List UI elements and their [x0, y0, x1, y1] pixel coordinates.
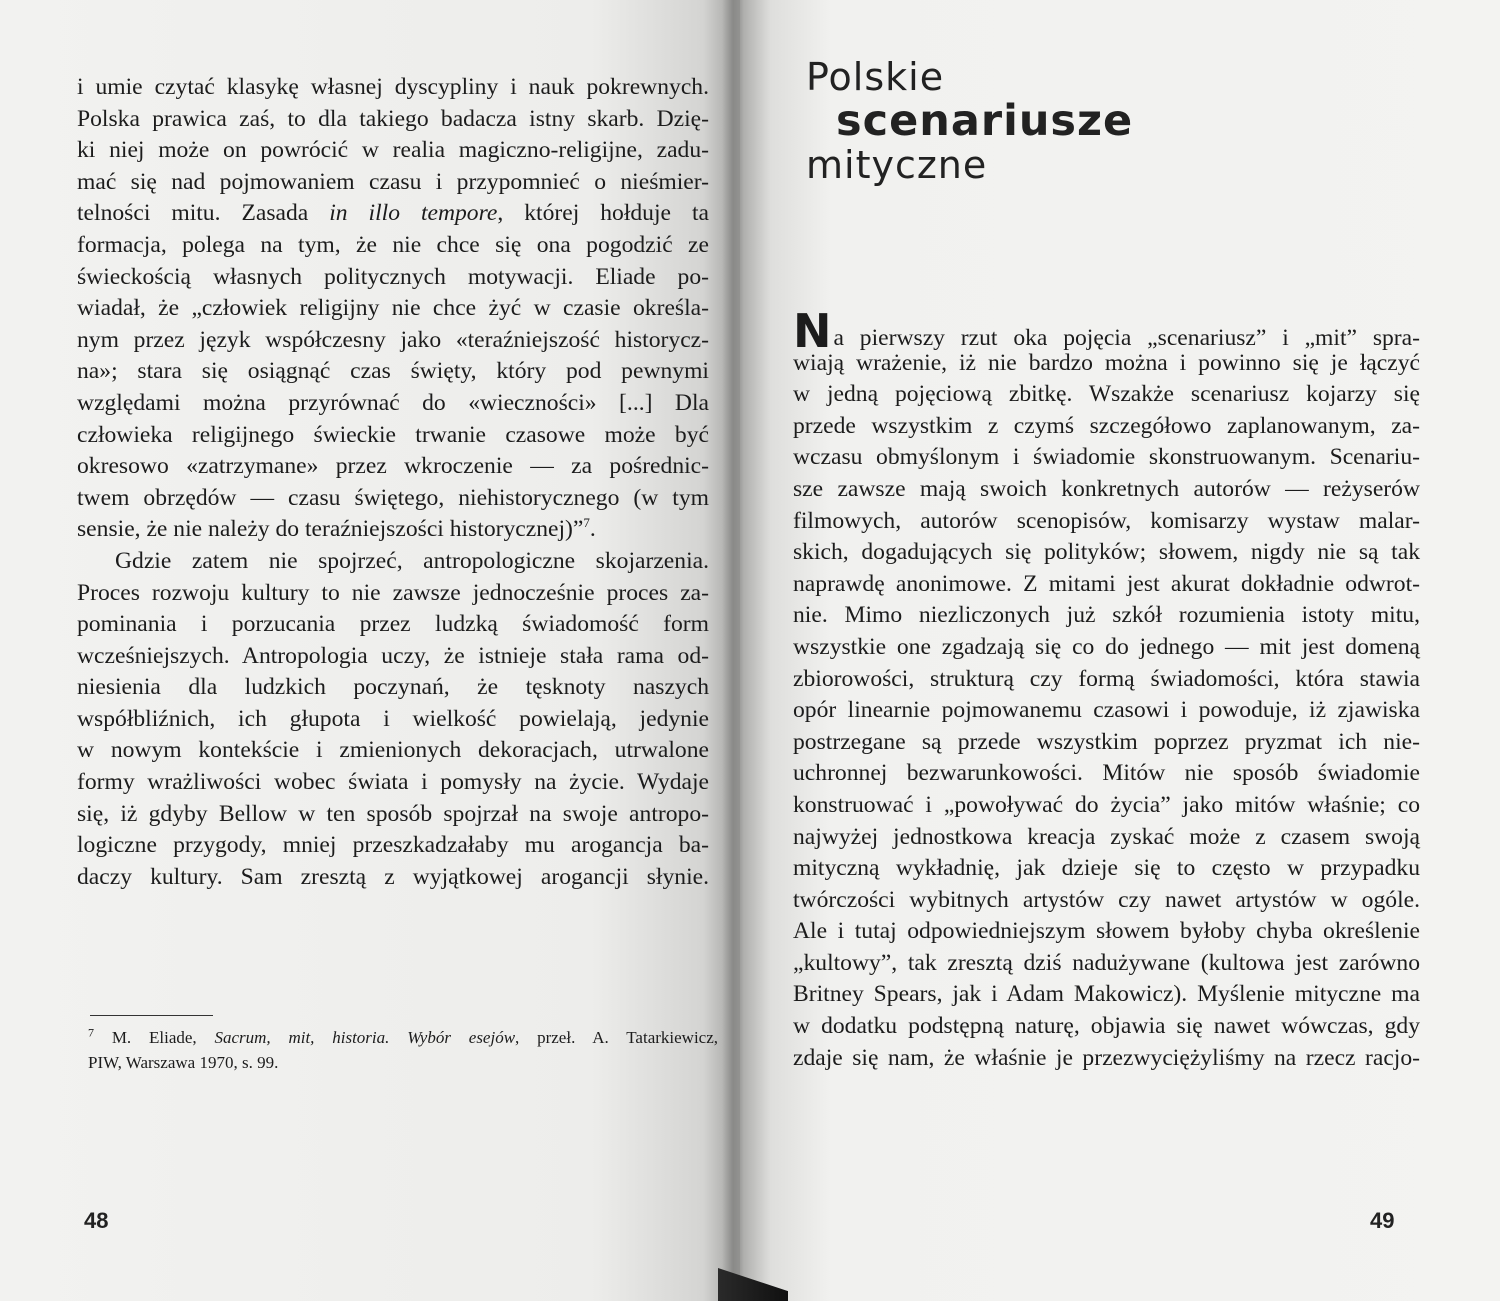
text-line: współbliźnich, ich głupota i wielkość powielają, jedynie	[77, 705, 709, 732]
text-line: Britney Spears, jak i Adam Makowicz). Myślenie mityczne ma	[793, 981, 1420, 1008]
text-line: wiają wrażenie, iż nie bardzo można i powinno się je łączyć	[793, 349, 1420, 376]
text-line: pominania i porzucania przez ludzką świadomość form	[77, 611, 709, 638]
text-line: konstruować i „powoływać do życia” jako mitów właśnie; co	[793, 791, 1420, 818]
book-gutter	[722, 0, 744, 1301]
text-line: w jedną pojęciową zbitkę. Wszakże scenariusz kojarzy się	[793, 381, 1420, 408]
text-line: świeckością własnych politycznych motywacji. Eliade po-	[77, 263, 709, 290]
text-line: „kultowy”, tak zresztą dziś nadużywane (kultowa jest zarówno	[793, 949, 1420, 976]
text-line: w nowym kontekście i zmienionych dekoracjach, utrwalone	[77, 737, 709, 764]
footnote-rest: , przeł. A. Tatarkiewicz,	[515, 1028, 719, 1047]
footnote-rule	[90, 1015, 213, 1016]
left-page-body	[77, 72, 709, 893]
text-line: wszystkie one zgadzają się co do jednego — mit jest domeną	[793, 633, 1420, 660]
text-line: najwyżej jednostkowa kreacja zyskać może z czasem swoją	[793, 823, 1420, 850]
drop-cap: N	[793, 304, 832, 358]
text-line: uchronnej bezwarunkowości. Mitów nie sposób świadomie	[793, 760, 1420, 787]
text-line: względami można przyrównać do «wieczności» [...] Dla	[77, 389, 709, 416]
text-line: daczy kultury. Sam zresztą z wyjątkowej arogancji słynie.	[77, 863, 709, 890]
italic-phrase: in illo tempore	[329, 200, 498, 227]
footnote-line-2: PIW, Warszawa 1970, s. 99.	[88, 1053, 279, 1072]
text-line: Proces rozwoju kultury to nie zawsze jednocześnie proces za-	[77, 579, 709, 606]
text-line: filmowych, autorów scenopisów, komisarzy wystaw malar-	[793, 507, 1420, 534]
text-line: telności mitu. Zasada in illo tempore, której hołduje ta	[77, 200, 709, 227]
text-line: formacja, polega na tym, że nie chce się ona pogodzić ze	[77, 231, 709, 258]
text-line: mać się nad pojmowaniem czasu i przypomnieć o nieśmier-	[77, 168, 709, 195]
first-line	[793, 304, 1420, 358]
page-number-left: 48	[84, 1208, 109, 1233]
text-line: wcześniejszych. Antropologia uczy, że istnieje stała rama od-	[77, 642, 709, 669]
footnote-author: M. Eliade,	[111, 1028, 215, 1047]
page-number-right: 49	[1370, 1208, 1395, 1233]
text-line: zbiorowości, strukturą czy formą świadomości, która stawia	[793, 665, 1420, 692]
text-line: opór linearnie pojmowanemu czasowi i powoduje, iż zjawiska	[793, 697, 1420, 724]
footnote	[88, 1025, 718, 1075]
text-line: Polska prawica zaś, to dla takiego badacza istny skarb. Dzię-	[77, 105, 709, 132]
text-line: formy wrażliwości wobec świata i pomysły na życie. Wydaje	[77, 769, 709, 796]
footnote-reference[interactable]: 7	[583, 515, 590, 531]
first-line-text: a pierwszy rzut oka pojęcia „scenariusz” i „mit” spra-	[833, 325, 1420, 351]
text-line: na»; stara się osiągnąć czas święty, który pod pewnymi	[77, 358, 709, 385]
text-line: człowieka religijnego świeckie trwanie czasowe może być	[77, 421, 709, 448]
text-line: mityczną wykładnię, jak dzieje się to często w przypadku	[793, 855, 1420, 882]
footnote-title: Sacrum, mit, historia. Wybór esejów	[214, 1028, 516, 1047]
text-line: sze zawsze mają swoich konkretnych autorów — reżyserów	[793, 475, 1420, 502]
text-line: się, iż gdyby Bellow w ten sposób spojrzał na swoje antropo-	[77, 800, 709, 827]
text-line: wiadał, że „człowiek religijny nie chce żyć w czasie określa-	[77, 295, 709, 322]
chapter-title	[806, 56, 1133, 186]
right-page-body	[793, 304, 1420, 1074]
text-line: i umie czytać klasykę własnej dyscypliny i nauk pokrewnych.	[77, 74, 709, 100]
text-line: Gdzie zatem nie spojrzeć, antropologiczne skojarzenia.	[115, 547, 709, 574]
text-line: niesienia dla ludzkich poczynań, że tęsknoty naszych	[77, 674, 709, 701]
text-line: wczasu obmyślonym i świadomie skonstruowanym. Scenariu-	[793, 444, 1420, 471]
text-line: zdaje się nam, że właśnie je przezwyciężyliśmy na rzecz racjo-	[793, 1044, 1420, 1071]
text-line: ki niej może on powrócić w realia magiczno-religijne, zadu-	[77, 137, 709, 164]
text-line: postrzegane są przede wszystkim poprzez pryzmat ich nie-	[793, 728, 1420, 755]
text-line: nie. Mimo niezliczonych już szkół rozumienia istoty mitu,	[793, 602, 1420, 629]
text-line: Ale i tutaj odpowiedniejszym słowem byłoby chyba określenie	[793, 918, 1420, 945]
chapter-title-line-3: mityczne	[806, 143, 988, 187]
chapter-title-line-1: Polskie	[806, 55, 945, 99]
left-page	[0, 0, 740, 1301]
text-line: przede wszystkim z czymś szczegółowo zaplanowanym, za-	[793, 412, 1420, 439]
text-line: logiczne przygody, mniej przeszkadzałaby mu arogancja ba-	[77, 832, 709, 859]
text-line: naprawdę anonimowe. Z mitami jest akurat dokładnie odwrot-	[793, 570, 1420, 597]
footnote-line-1	[88, 1025, 718, 1050]
text-line: twórczości wybitnych artystów czy nawet artystów w ogóle.	[793, 886, 1420, 913]
text-line: twem obrzędów — czasu świętego, niehistorycznego (w tym	[77, 484, 709, 511]
chapter-title-line-2: scenariusze	[836, 96, 1134, 146]
text-line: skich, dogadujących się polityków; słowem, nigdy nie są tak	[793, 539, 1420, 566]
text-line: sensie, że nie należy do teraźniejszości historycznej)”$^7$.	[77, 515, 596, 543]
text-line: nym przez język współczesny jako «teraźniejszość historycz-	[77, 326, 709, 353]
footnote-number: 7	[88, 1025, 94, 1040]
text-line: okresowo «zatrzymane» przez wkroczenie — za pośrednic-	[77, 453, 709, 480]
text-line: w dodatku podstępną naturę, objawia się nawet wówczas, gdy	[793, 1013, 1420, 1040]
